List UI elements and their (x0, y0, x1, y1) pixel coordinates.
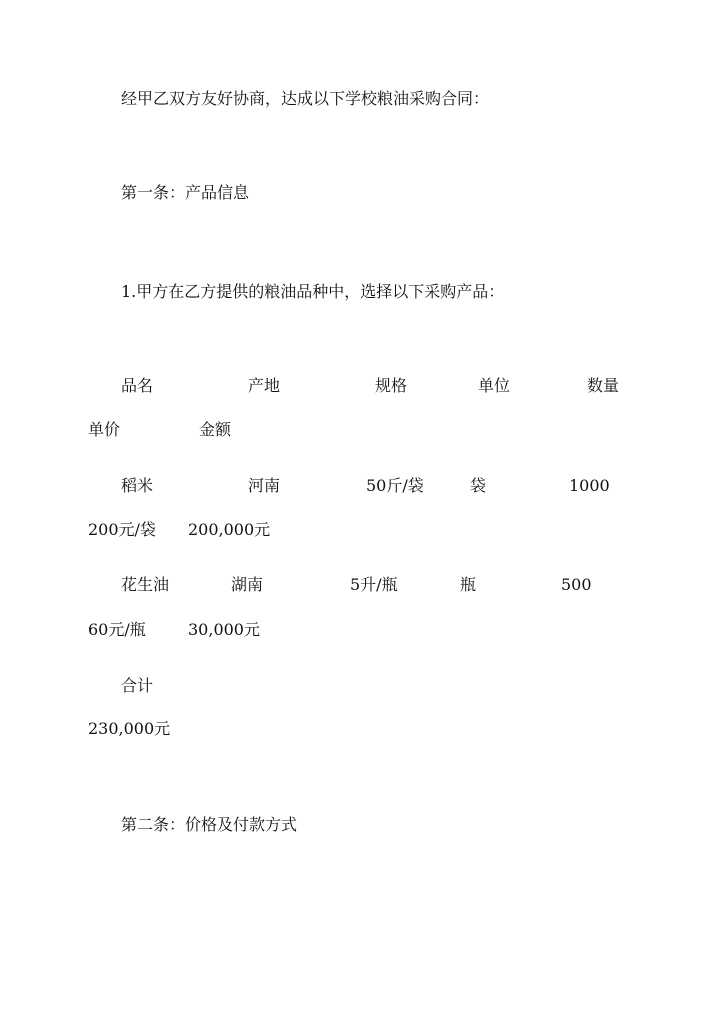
row-origin: 河南 (248, 476, 281, 495)
total-value: 230,000元 (88, 719, 171, 738)
row-name: 花生油 (121, 575, 170, 594)
row-unit: 瓶 (460, 575, 477, 594)
row-origin: 湖南 (231, 575, 264, 594)
header-spec: 规格 (375, 376, 408, 395)
row-unit: 袋 (470, 476, 487, 495)
header-unit: 单位 (478, 376, 511, 395)
header-price: 单价 (88, 420, 121, 439)
row-qty: 500 (561, 575, 592, 594)
row-price: 60元/瓶 (88, 620, 146, 639)
clause-1: 1.甲方在乙方提供的粮油品种中，选择以下采购产品： (121, 282, 505, 301)
row-spec: 50斤/袋 (366, 476, 424, 495)
header-qty: 数量 (587, 376, 620, 395)
intro-paragraph: 经甲乙双方友好协商，达成以下学校粮油采购合同： (121, 89, 490, 108)
article-2-title: 第二条：价格及付款方式 (121, 815, 298, 834)
row-amount: 30,000元 (188, 620, 260, 639)
row-name: 稻米 (121, 476, 154, 495)
article-1-title: 第一条：产品信息 (121, 183, 250, 202)
row-spec: 5升/瓶 (350, 575, 398, 594)
total-label: 合计 (121, 676, 154, 695)
header-name: 品名 (121, 376, 154, 395)
row-price: 200元/袋 (88, 520, 156, 539)
row-amount: 200,000元 (188, 520, 271, 539)
header-amount: 金额 (199, 420, 232, 439)
row-qty: 1000 (569, 476, 610, 495)
header-origin: 产地 (248, 376, 281, 395)
